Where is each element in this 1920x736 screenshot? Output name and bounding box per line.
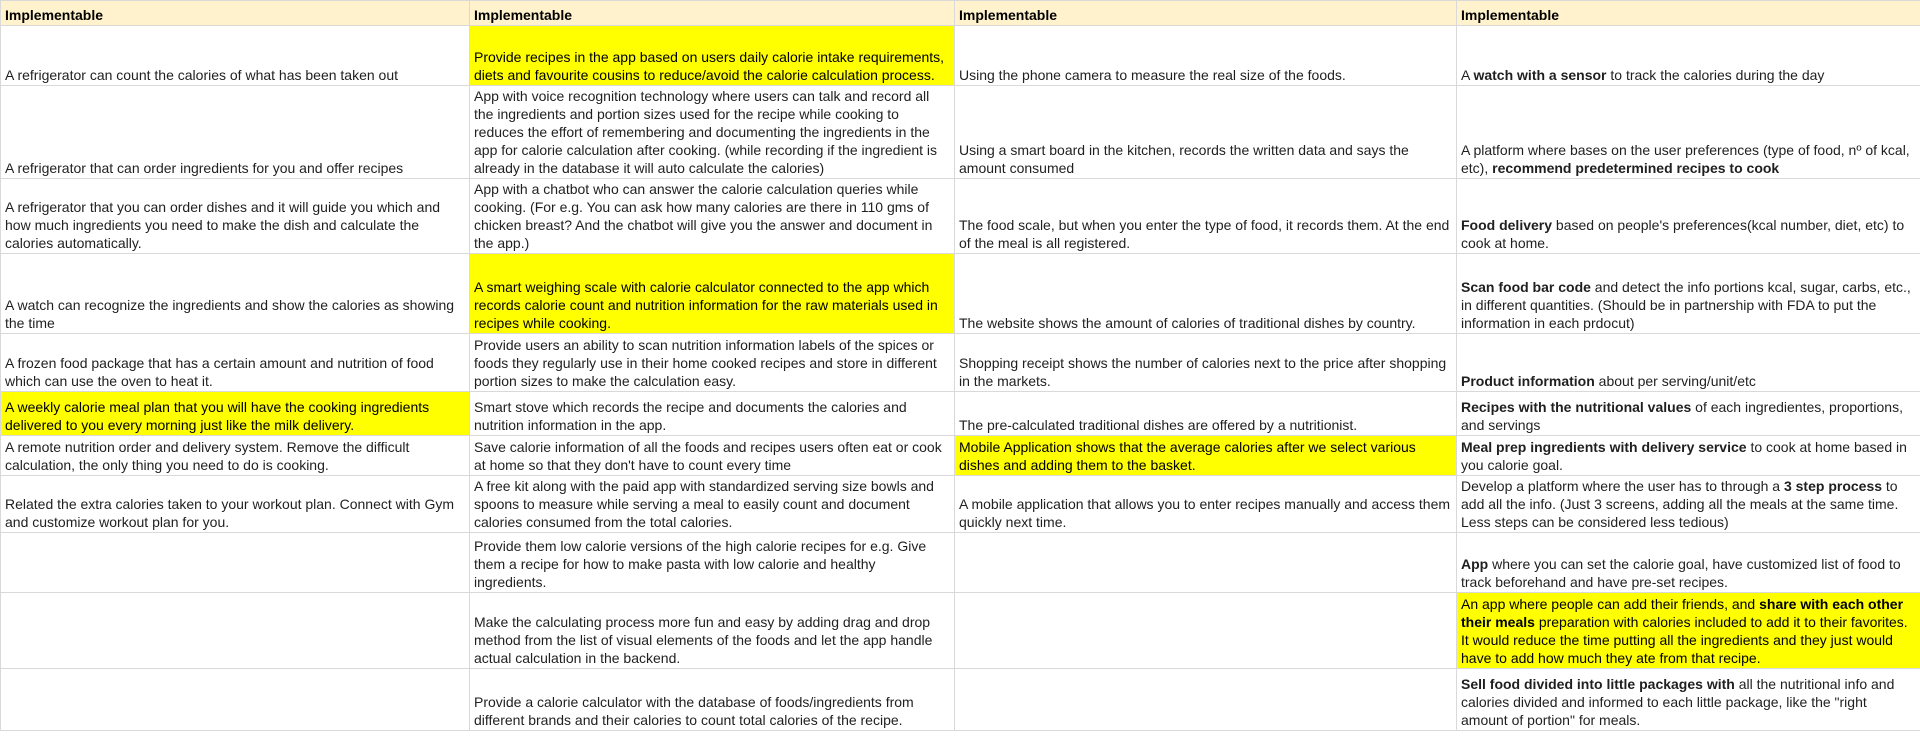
cell-text: A refrigerator that can order ingredients for you and offer recipes bbox=[5, 160, 404, 176]
table-cell[interactable] bbox=[1, 593, 470, 669]
cell-text: Related the extra calories taken to your workout plan. Connect with Gym and customize workout plan for you. bbox=[5, 496, 454, 530]
cell-text: An app where people can add their friends, and share with each other their meals preparation with calories included to add it to their favorites. It would reduce the time putting all the ingredients and they just would have to add how much they ate from that recipe. bbox=[1461, 596, 1908, 666]
table-cell[interactable] bbox=[1, 476, 470, 533]
table-cell[interactable] bbox=[1457, 669, 1920, 731]
cell-text: Sell food divided into little packages with all the nutritional info and calories divided and informed to each little package, like the "right amount of portion" for meals. bbox=[1461, 676, 1895, 728]
table-cell[interactable] bbox=[470, 254, 955, 334]
cell-text: Using a smart board in the kitchen, records the written data and says the amount consumed bbox=[959, 142, 1409, 176]
table-cell[interactable] bbox=[1, 392, 470, 436]
cell-text: A refrigerator can count the calories of what has been taken out bbox=[5, 67, 399, 83]
table-cell[interactable] bbox=[1, 179, 470, 254]
table-cell[interactable] bbox=[1457, 533, 1920, 593]
cell-text: Food delivery based on people's preferences(kcal number, diet, etc) to cook at home. bbox=[1461, 217, 1905, 251]
table-cell[interactable] bbox=[1, 254, 470, 334]
cell-text: Make the calculating process more fun and easy by adding drag and drop method from the list of visual elements of the foods and let the app handle actual calculation in the backend. bbox=[474, 614, 933, 666]
table-cell[interactable] bbox=[470, 593, 955, 669]
table-cell[interactable] bbox=[1457, 334, 1920, 392]
table-cell[interactable] bbox=[1, 86, 470, 179]
cell-text: The website shows the amount of calories of traditional dishes by country. bbox=[959, 315, 1416, 331]
cell-text: Mobile Application shows that the average calories after we select various dishes and adding them to the basket. bbox=[959, 439, 1416, 473]
cell-text: Scan food bar code and detect the info portions kcal, sugar, carbs, etc., in different quantities. (Should be in partnership with FDA to put the information in each prdocut) bbox=[1461, 279, 1911, 331]
cell-text: A platform where bases on the user preferences (type of food, nº of kcal, etc), recommend predetermined recipes to cook bbox=[1461, 142, 1910, 176]
table-cell[interactable] bbox=[470, 436, 955, 476]
table-cell[interactable] bbox=[955, 86, 1457, 179]
table-cell[interactable] bbox=[470, 533, 955, 593]
cell-text: Save calorie information of all the foods and recipes users often eat or cook at home so that they don't have to count every time bbox=[474, 439, 942, 473]
cell-text: A remote nutrition order and delivery system. Remove the difficult calculation, the only thing you need to do is cooking. bbox=[5, 439, 410, 473]
table-cell[interactable] bbox=[955, 436, 1457, 476]
column-header[interactable]: Implementable bbox=[1, 1, 470, 26]
table-row bbox=[1, 476, 1920, 533]
table-row bbox=[1, 26, 1920, 86]
cell-text: A mobile application that allows you to enter recipes manually and access them quickly next time. bbox=[959, 496, 1451, 530]
table-row bbox=[1, 669, 1920, 731]
table-cell[interactable] bbox=[955, 179, 1457, 254]
cell-text: Provide a calorie calculator with the database of foods/ingredients from different brands and their calories to count total calories of the recipe. bbox=[474, 694, 914, 728]
table-cell[interactable] bbox=[1457, 26, 1920, 86]
table-cell[interactable] bbox=[1457, 593, 1920, 669]
cell-text: Provide recipes in the app based on users daily calorie intake requirements, diets and favourite cousins to reduce/avoid the calorie calculation process. bbox=[474, 49, 945, 83]
cell-text: A smart weighing scale with calorie calculator connected to the app which records calorie count and nutrition information for the raw materials used in recipes while cooking. bbox=[474, 279, 938, 331]
table-cell[interactable] bbox=[955, 669, 1457, 731]
table-cell[interactable] bbox=[1, 26, 470, 86]
table-row bbox=[1, 86, 1920, 179]
table-row bbox=[1, 392, 1920, 436]
cell-text: A frozen food package that has a certain amount and nutrition of food which can use the oven to heat it. bbox=[5, 355, 434, 389]
cell-text: App with voice recognition technology where users can talk and record all the ingredients and portion sizes used for the recipe while cooking to reduces the effort of remembering and documenting the ingredients in the app for calorie calculation after cooking. (while recording if the ingredient is already in the database it will auto calculate the calories) bbox=[474, 88, 938, 176]
cell-text: Smart stove which records the recipe and documents the calories and nutrition information in the app. bbox=[474, 399, 907, 433]
cell-text: A watch with a sensor to track the calories during the day bbox=[1461, 67, 1825, 83]
table-cell[interactable] bbox=[1457, 436, 1920, 476]
table-row bbox=[1, 593, 1920, 669]
table-cell[interactable] bbox=[1457, 476, 1920, 533]
table-cell[interactable] bbox=[470, 179, 955, 254]
table-body bbox=[1, 26, 1920, 731]
table-cell[interactable] bbox=[955, 593, 1457, 669]
header-row bbox=[1, 1, 1920, 26]
cell-text: App with a chatbot who can answer the calorie calculation queries while cooking. (For e.g. You can ask how many calories are there in 110 gms of chicken breast? And the chatbot will give you the answer and document in the app.) bbox=[474, 181, 933, 251]
table-cell[interactable] bbox=[1, 669, 470, 731]
cell-text: Product information about per serving/unit/etc bbox=[1461, 373, 1756, 389]
table-row bbox=[1, 254, 1920, 334]
cell-text: Provide them low calorie versions of the high calorie recipes for e.g. Give them a recipe for how to make pasta with low calorie and healthy ingredients. bbox=[474, 538, 927, 590]
cell-text: The pre-calculated traditional dishes are offered by a nutritionist. bbox=[959, 417, 1358, 433]
cell-text: Provide users an ability to scan nutrition information labels of the spices or foods they regularly use in their home cooked recipes and store in different portion sizes to make the calculation easy. bbox=[474, 337, 937, 389]
table-row bbox=[1, 533, 1920, 593]
cell-text: Develop a platform where the user has to through a 3 step process to add all the info. (Just 3 screens, adding all the meals at the same time. Less steps can be considered less tedious) bbox=[1461, 478, 1899, 530]
cell-text: Shopping receipt shows the number of calories next to the price after shopping in the markets. bbox=[959, 355, 1447, 389]
cell-text: Using the phone camera to measure the real size of the foods. bbox=[959, 67, 1346, 83]
table-cell[interactable] bbox=[955, 254, 1457, 334]
table-cell[interactable] bbox=[470, 334, 955, 392]
table-cell[interactable] bbox=[1457, 179, 1920, 254]
column-header[interactable]: Implementable bbox=[1457, 1, 1920, 26]
table-cell[interactable] bbox=[1457, 254, 1920, 334]
cell-text: Recipes with the nutritional values of each ingredientes, proportions, and servings bbox=[1461, 399, 1903, 433]
cell-text: A free kit along with the paid app with standardized serving size bowls and spoons to measure while serving a meal to easily count and document calories consumed from the total calories. bbox=[474, 478, 934, 530]
table-cell[interactable] bbox=[1, 533, 470, 593]
cell-text: A weekly calorie meal plan that you will have the cooking ingredients delivered to you every morning just like the milk delivery. bbox=[5, 399, 430, 433]
table-cell[interactable] bbox=[955, 334, 1457, 392]
cell-text: The food scale, but when you enter the type of food, it records them. At the end of the meal is all registered. bbox=[959, 217, 1450, 251]
table-cell[interactable] bbox=[955, 476, 1457, 533]
column-header[interactable]: Implementable bbox=[470, 1, 955, 26]
cell-text: A watch can recognize the ingredients and show the calories as showing the time bbox=[5, 297, 455, 331]
table-row bbox=[1, 179, 1920, 254]
column-header[interactable]: Implementable bbox=[955, 1, 1457, 26]
table-cell[interactable] bbox=[470, 392, 955, 436]
table-cell[interactable] bbox=[1, 334, 470, 392]
table-cell[interactable] bbox=[470, 669, 955, 731]
table-cell[interactable] bbox=[955, 533, 1457, 593]
table-cell[interactable] bbox=[470, 86, 955, 179]
table-cell[interactable] bbox=[470, 476, 955, 533]
cell-text: App where you can set the calorie goal, have customized list of food to track beforehand and have pre-set recipes. bbox=[1461, 556, 1901, 590]
table-cell[interactable] bbox=[1457, 86, 1920, 179]
cell-text: A refrigerator that you can order dishes and it will guide you which and how much ingredients you need to make the dish and calculate the calories automatically. bbox=[5, 199, 441, 251]
table-cell[interactable] bbox=[1, 436, 470, 476]
table-cell[interactable] bbox=[955, 392, 1457, 436]
cell-text: Meal prep ingredients with delivery service to cook at home based in you calorie goal. bbox=[1461, 439, 1907, 473]
table-cell[interactable] bbox=[1457, 392, 1920, 436]
table-row bbox=[1, 334, 1920, 392]
table-cell[interactable] bbox=[955, 26, 1457, 86]
table-cell[interactable] bbox=[470, 26, 955, 86]
table-row bbox=[1, 436, 1920, 476]
